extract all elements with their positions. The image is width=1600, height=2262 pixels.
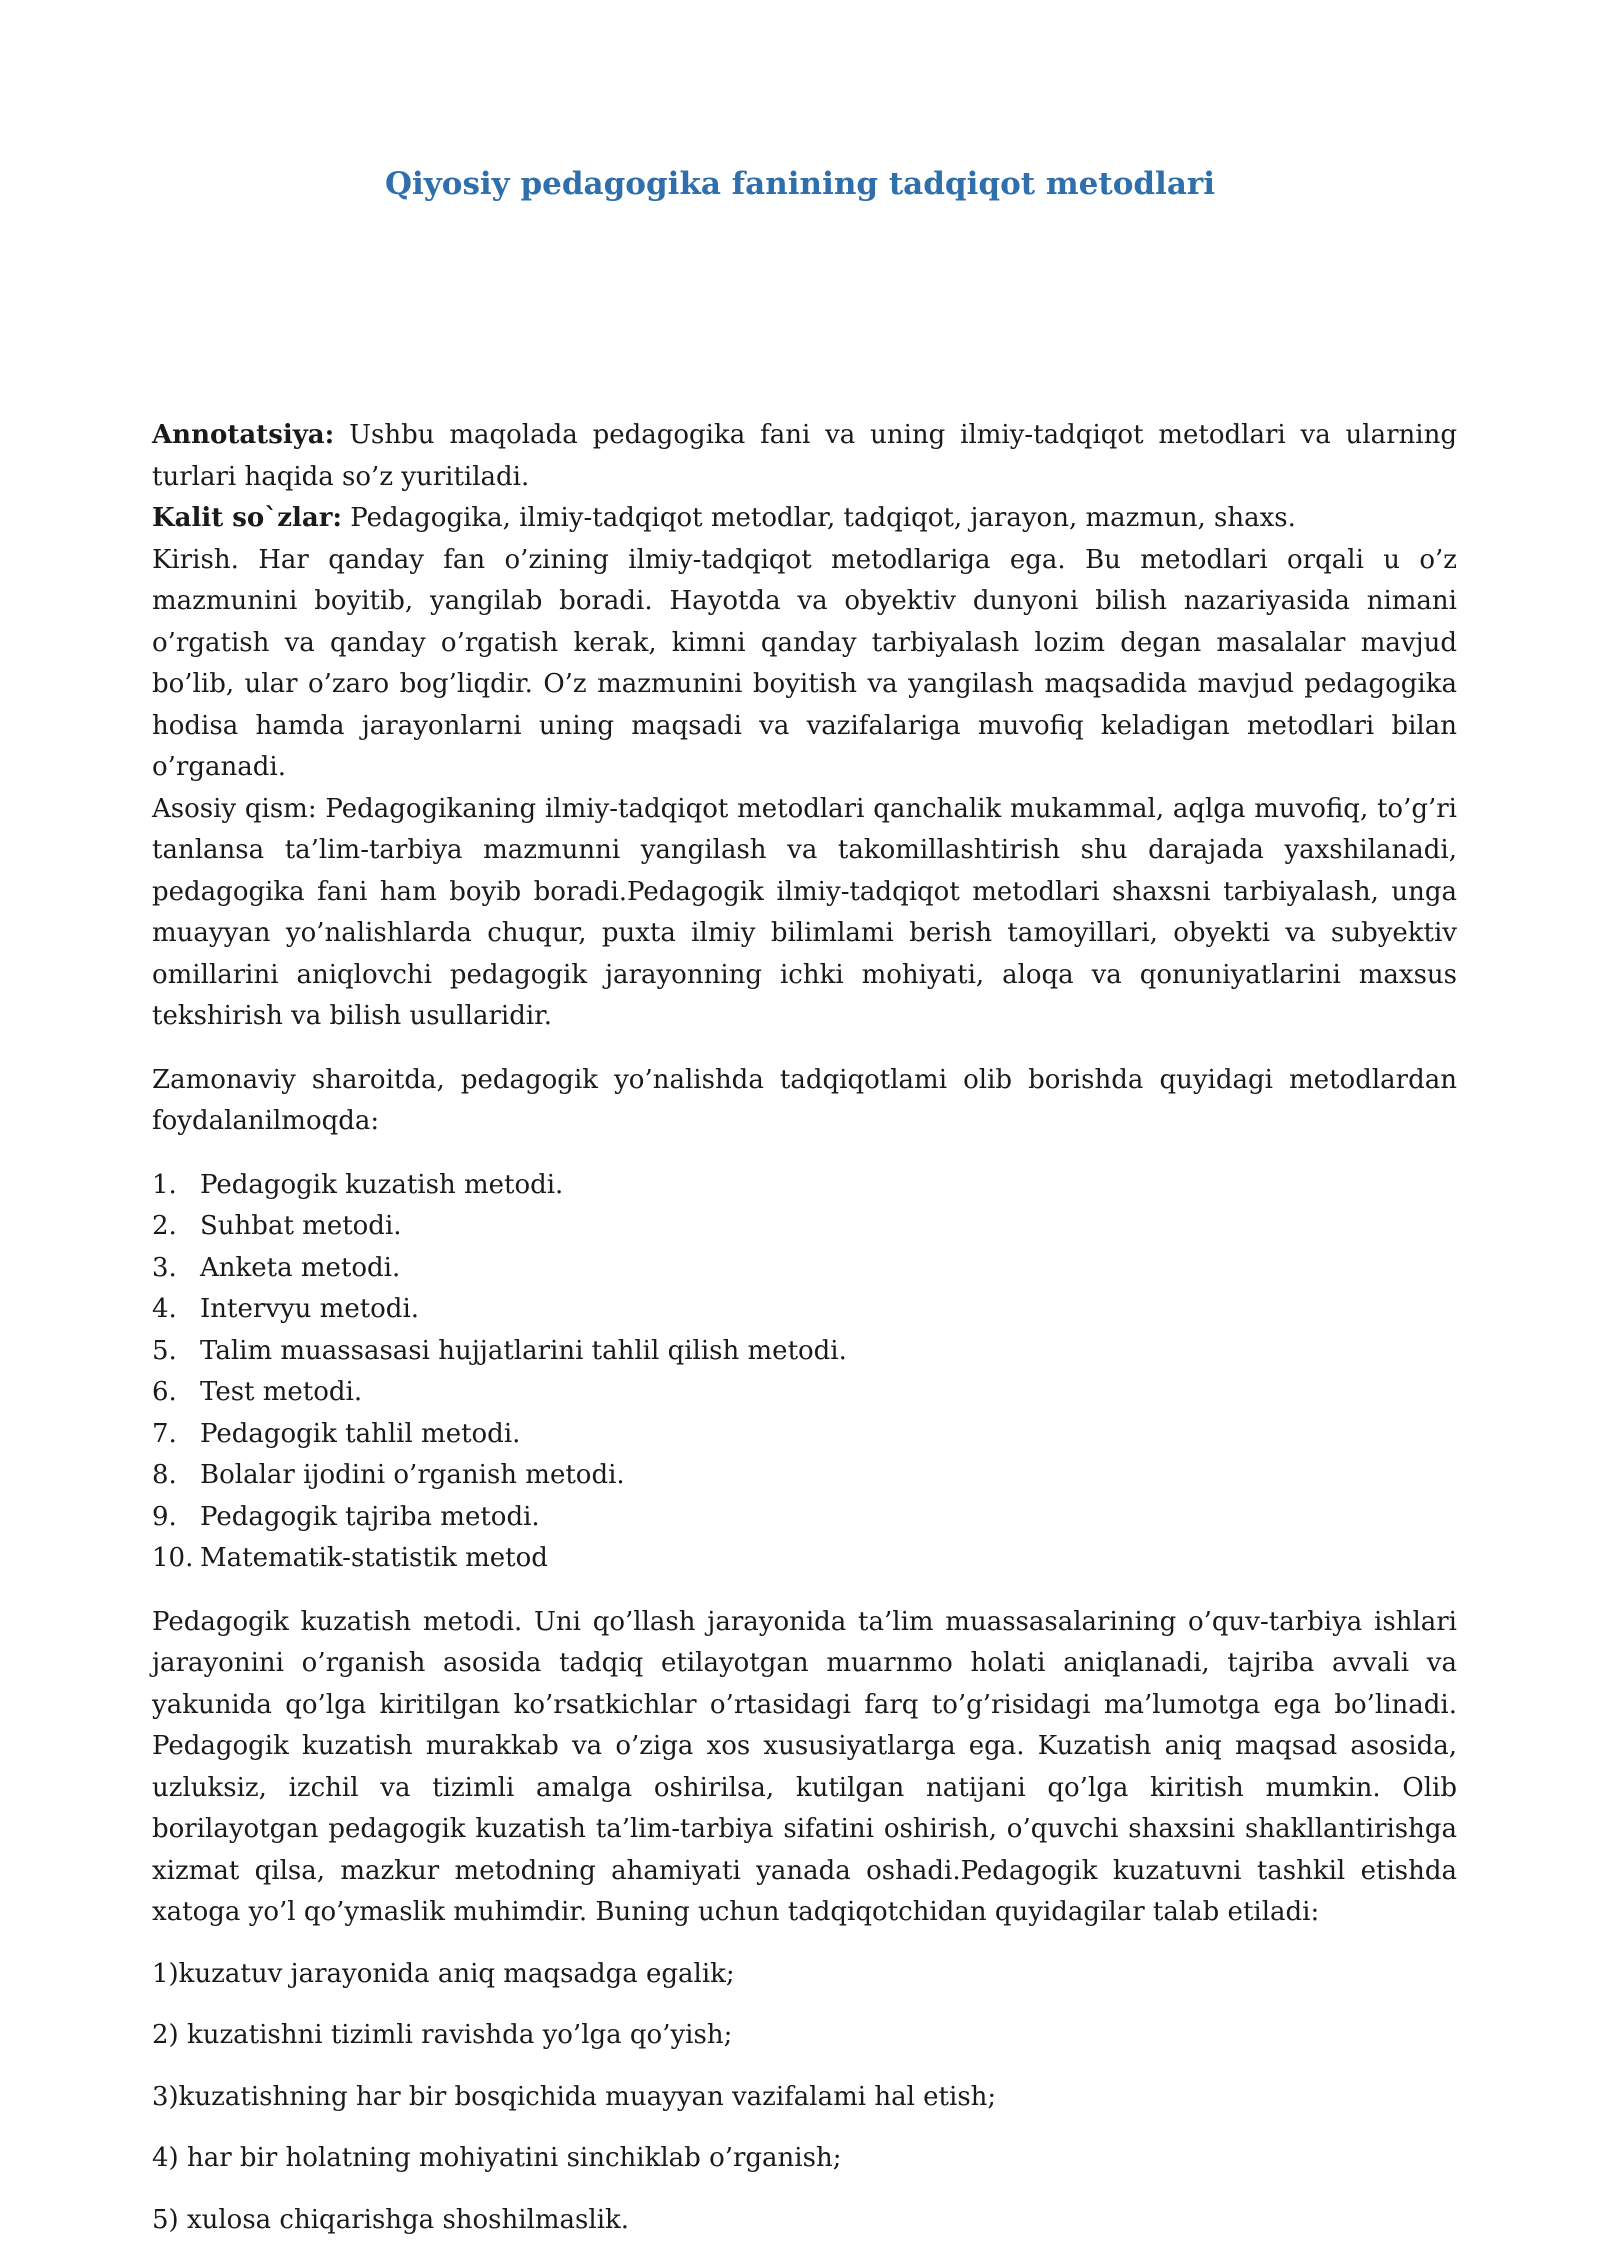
keywords-label: Kalit so`zlar: (152, 503, 343, 533)
requirement-item: 2) kuzatishni tizimli ravishda yo’lga qo’yish; (152, 2020, 733, 2050)
requirement-item: 3)kuzatishning har bir bosqichida muayyan vazifalami hal etish; (152, 2081, 997, 2112)
document-title: Qiyosiy pedagogika fanining tadqiqot metodlari (384, 166, 1216, 202)
list-item-text: Pedagogik tahlil metodi. (200, 1418, 521, 1449)
list-item-number: 6. (152, 1377, 177, 1407)
list-item-number: 7. (152, 1418, 177, 1449)
annotation-paragraph (152, 415, 1457, 498)
observation-paragraph: Pedagogik kuzatish metodi. Uni qo’llash jarayonida ta’lim muassasalarining o’quv-tarbiya ishlari jarayonini o’rganish asosida tadqiq etilayotgan muarnmo holati aniqlanadi, tajriba avvali va yakunida qo’lga kiritilgan ko’rsatkichlar o’rtasidagi farq to’g’risidagi ma’lumotga ega bo’linadi. Pedagogik kuzatish murakkab va o’ziga xos xususiyatlarga ega. Kuzatish aniq maqsad asosida, uzluksiz, izchil va tizimli amalga oshirilsa, kutilgan natijani qo’lga kiritish mumkin. Olib borilayotgan pedagogik kuzatish ta’lim-tarbiya sifatini oshirish, o’quvchi shaxsini shakllantirishga xizmat qilsa, mazkur metodning ahamiyati yanada oshadi.Pedagogik kuzatuvni tashkil etishda xatoga yo’l qo’ymaslik muhimdir. Buning uchun tadqiqotchidan quyidagilar talab etiladi: (152, 1606, 1457, 1927)
list-item (152, 1497, 1457, 1539)
list-item-text: Bolalar ijodini o’rganish metodi. (200, 1460, 625, 1490)
list-item-number: 8. (152, 1460, 177, 1490)
list-item-number: 4. (152, 1294, 177, 1324)
keywords-text: Pedagogika, ilmiy-tadqiqot metodlar, tadqiqot, jarayon, mazmun, shaxs. (342, 503, 1296, 533)
list-item-text: Pedagogik kuzatish metodi. (200, 1169, 564, 1200)
list-item-text: Pedagogik tajriba metodi. (200, 1501, 540, 1532)
list-item-text: Anketa metodi. (200, 1252, 401, 1283)
list-item (152, 1165, 1457, 1207)
list-item-number: 1. (152, 1169, 177, 1200)
list-item-number: 9. (152, 1501, 177, 1532)
list-item-text: Matematik-statistik metod (200, 1543, 548, 1573)
annotation-label: Annotatsiya: (152, 420, 335, 450)
list-item-text: Intervyu metodi. (200, 1294, 420, 1324)
list-item (152, 1331, 1457, 1373)
list-item-text: Test metodi. (200, 1377, 363, 1407)
list-item (152, 1538, 1457, 1580)
list-item-number: 3. (152, 1252, 177, 1283)
modern-methods-paragraph: Zamonaviy sharoitda, pedagogik yo’nalishda tadqiqotlami olib borishda quyidagi metodlardan foydalanilmoqda: (152, 1064, 1457, 1136)
list-item (152, 1206, 1457, 1248)
methods-list (152, 1165, 1457, 1580)
list-item-text: Talim muassasasi hujjatlarini tahlil qilish metodi. (200, 1335, 847, 1366)
list-item (152, 1455, 1457, 1497)
list-item-number: 2. (152, 1211, 177, 1241)
list-item (152, 1414, 1457, 1456)
list-item-text: Suhbat metodi. (200, 1211, 402, 1241)
list-item-number: 5. (152, 1335, 177, 1366)
annotation-text: Ushbu maqolada pedagogika fani va uning ilmiy-tadqiqot metodlari va ularning turlari haqida so’z yuritiladi. (152, 420, 1457, 492)
requirement-item: 1)kuzatuv jarayonida aniq maqsadga egalik; (152, 1958, 735, 1989)
keywords-paragraph (152, 498, 1457, 540)
list-item (152, 1248, 1457, 1290)
list-item (152, 1289, 1457, 1331)
intro-paragraph: Kirish. Har qanday fan o’zining ilmiy-tadqiqot metodlariga ega. Bu metodlari orqali u o’z mazmunini boyitib, yangilab boradi. Hayotda va obyektiv dunyoni bilish nazariyasida nimani o’rgatish va qanday o’rgatish kerak, kimni qanday tarbiyalash lozim degan masalalar mavjud bo’lib, ular o’zaro bog’liqdir. O’z mazmunini boyitish va yangilash maqsadida mavjud pedagogika hodisa hamda jarayonlarni uning maqsadi va vazifalariga muvofiq keladigan metodlari bilan o’rganadi. (152, 544, 1457, 782)
list-item (152, 1372, 1457, 1414)
list-item-number: 10. (152, 1543, 194, 1573)
main-part-paragraph: Asosiy qism: Pedagogikaning ilmiy-tadqiqot metodlari qanchalik mukammal, aqlga muvofiq, to’g’ri tanlansa ta’lim-tarbiya mazmunni yangilash va takomillashtirish shu darajada yaxshilanadi, pedagogika fani ham boyib boradi.Pedagogik ilmiy-tadqiqot metodlari shaxsni tarbiyalash, unga muayyan yo’nalishlarda chuqur, puxta ilmiy bilimlami berish tamoyillari, obyekti va subyektiv omillarini aniqlovchi pedagogik jarayonning ichki mohiyati, aloqa va qonuniyatlarini maxsus tekshirish va bilish usullaridir. (152, 793, 1457, 1031)
document-body (152, 415, 1457, 2241)
requirement-item: 5) xulosa chiqarishga shoshilmaslik. (152, 2204, 630, 2235)
requirement-item: 4) har bir holatning mohiyatini sinchiklab o’rganish; (152, 2143, 842, 2173)
